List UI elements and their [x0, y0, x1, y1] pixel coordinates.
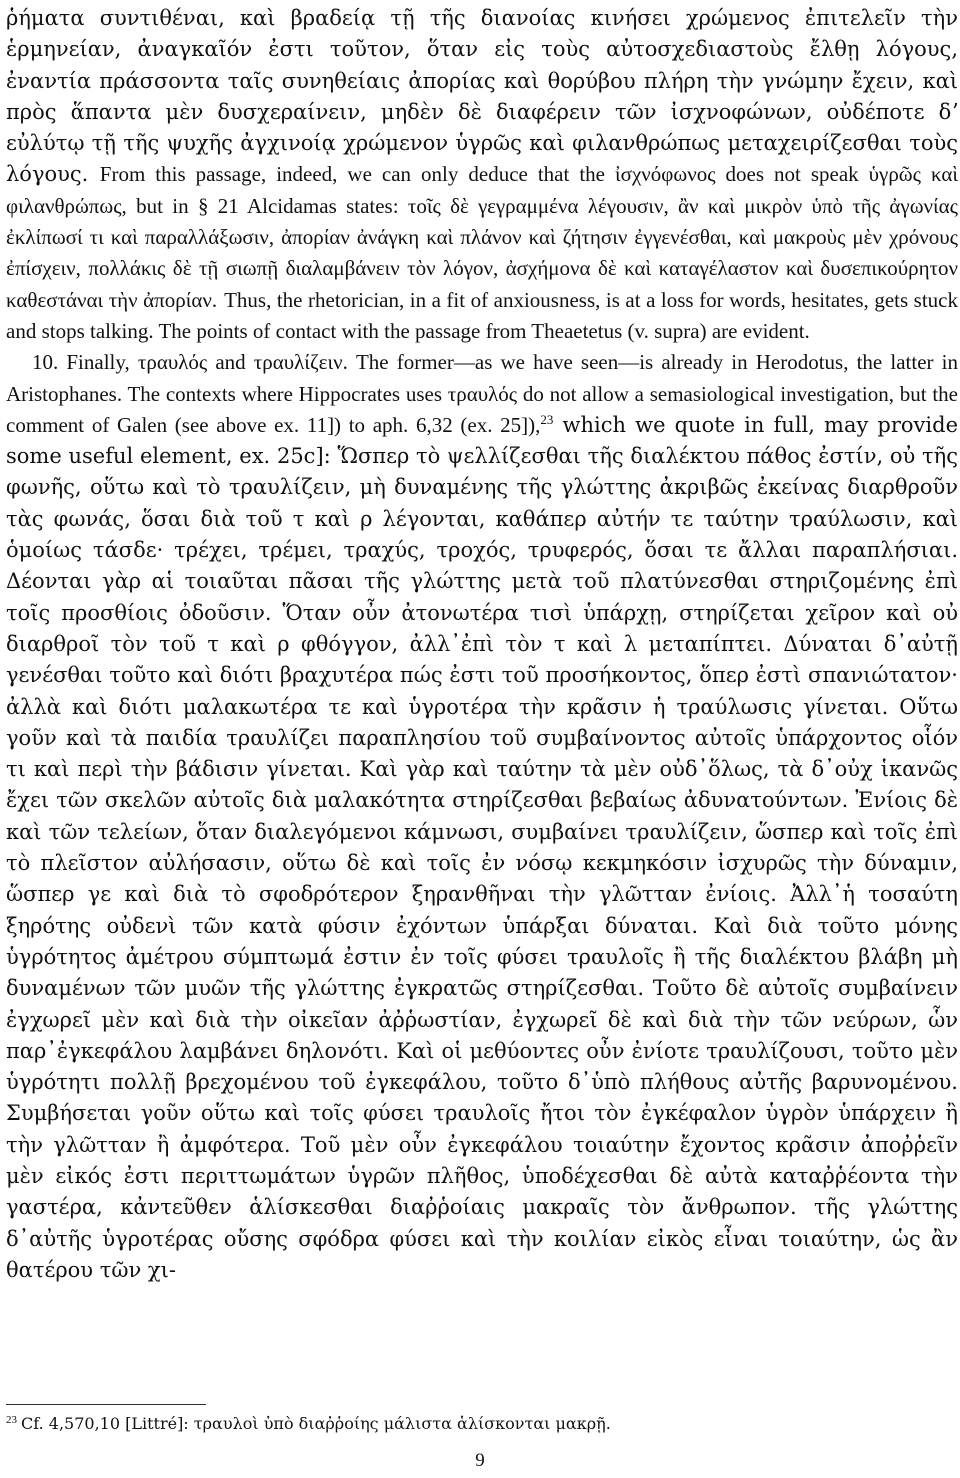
paragraph-1-conclusion: Thus, the rhetorician, in a fit of anxiousness, is at a loss for words, hesitates, gets stuck and stops talking. The points of contact with the passage from Theaetetus (v. supra) are evident. — [6, 287, 958, 343]
paragraph-2 — [6, 347, 958, 1286]
page-number: 9 — [475, 1450, 485, 1471]
footnote-reference: 23 — [540, 411, 554, 427]
paragraph-1 — [6, 0, 958, 347]
paragraph-2-galen-quote: which we quote in full, may provide some useful element, ex. 25c]: Ὥσπερ τὸ ψελλίζεσθαι τῆς διαλέκτου πάθος ἐστίν, οὐ τῆς φωνῆς, οὕτω καὶ τὸ τραυλίζειν, μὴ δυναμένης τῆς γλώττης ἀκριβῶς ἐκείνας διαρθροῦν τὰς φωνάς, ὅσαι διὰ τοῦ τ καὶ ρ λέγονται, καθάπερ αὐτήν τε ταύτην τραύλωσιν, καὶ ὁμοίως τάσδε· τρέχει, τρέμει, τραχύς, τροχός, τρυφερός, ὅσαι τε ἄλλαι παραπλήσιαι. Δέονται γὰρ αἱ τοιαῦται πᾶσαι τῆς γλώττης μετὰ τοῦ πλατύνεσθαι στηριζομένης ἐπὶ τοῖς προσθίοις ὀδοῦσιν. Ὅταν οὖν ἀτονωτέρα τισὶ ὑπάρχῃ, στηρίζεται χεῖρον καὶ οὐ διαρθροῖ τὸν τοῦ τ καὶ ρ φθόγγον, ἀλλ᾽ἐπὶ τὸν τ καὶ λ μεταπίπτει. Δύναται δ᾽αὐτῇ γενέσθαι τοῦτο καὶ διότι βραχυτέρα πώς ἐστι τοῦ προσήκοντος, ὅπερ ἐστὶ σπανιώτατον· ἀλλὰ καὶ διότι μαλακωτέρα τε καὶ ὑγροτέρα τὴν κρᾶσιν ἡ τραύλωσις γίνεται. Οὕτω γοῦν καὶ τὰ παιδία τραυλίζει παραπλησίου τοῦ συμβαίνοντος αὐτοῖς ὑπάρχοντος οἷόν τι καὶ περὶ τὴν βάδισιν γίνεται. Καὶ γὰρ καὶ ταύτην τὰ μὲν οὐδ᾽ὅλως, τὰ δ᾽οὐχ ἱκανῶς ἔχει τῶν σκελῶν αὐτοῖς διὰ μαλακότητα στηρίζεσθαι βεβαίως ἀδυνατούντων. Ἐνίοις δὲ καὶ τῶν τελείων, ὅταν διαλεγόμενοι κάμνωσι, συμβαίνει τραυλίζειν, ὥσπερ καὶ τοῖς ἐπὶ τὸ πλεῖστον αὐλήσασιν, οὕτω δὲ καὶ τοῖς ἐν νόσῳ κεκμηκόσιν ἰσχυρῶς τὴν δύναμιν, ὥσπερ γε καὶ διὰ τὸ σφοδρότερον ξηρανθῆναι τὴν γλῶτταν ἐνίοις. Ἀλλ᾽ἡ τοσαύτη ξηρότης οὐδενὶ τῶν κατὰ φύσιν ἐχόντων ὑπάρξαι δύναται. Καὶ διὰ τοῦτο μόνης ὑγρότητος ἀμέτρου σύμπτωμά ἐστιν ἐν τοῖς φύσει τραυλοῖς ἢ τῆς διαλέκτου βλάβη μὴ δυναμένων τῶν μυῶν τῆς γλώττης ἐγκρατῶς στηρίζεσθαι. Τοῦτο δὲ αὐτοῖς συμβαίνειν ἐγχωρεῖ μὲν καὶ διὰ τὴν οἰκεῖαν ἀῤῥωστίαν, ἐγχωρεῖ δὲ καὶ διὰ τὴν τῶν νεύρων, ὧν παρ᾽ἐγκεφάλου λαμβάνει δηλονότι. Καὶ οἱ μεθύοντες οὖν ἐνίοτε τραυλίζουσι, τοῦτο μὲν ὑγρότητι πολλῇ βρεχομένου τοῦ ἐγκεφάλου, τοῦτο δ᾽ὑπὸ πλήθους αὐτῆς βαρυνομένου. Συμβήσεται γοῦν οὕτω καὶ τοῖς φύσει τραυλοῖς ἤτοι τὸν ἐγκέφαλον ὑγρὸν ὑπάρχειν ἢ τὴν γλῶτταν ἢ ἀμφότερα. Τοῦ μὲν οὖν ἐγκεφάλου τοιαύτην ἔχοντος κρᾶσιν ἀποῤῥεῖν μὲν εἰκός ἐστι περιττωμάτων ὑγρῶν πλῆθος, ὑποδέχεσθαι δὲ αὐτὰ καταῤῥέοντα τὴν γαστέρα, κἀντεῦθεν ἁλίσκεσθαι διαῤῥοίαις μακραῖς τὸν ἄνθρωπον. τῆς γλώττης δ᾽αὐτῆς ὑγροτέρας οὔσης σφόδρα φύσει καὶ τὴν κοιλίαν εἰκὸς εἶναι τοιαύτην, ὡς ἂν θατέρου τῶν χι- — [6, 412, 959, 1282]
paragraph-2-intro: 10. Finally, τραυλός and τραυλίζειν. The former—as we have seen—is already in Herodotus, the latter in Aristophanes. The contexts where Hippocrates uses τραυλός do not allow a semasiological investigation, but the comment of Galen (see above ex. 11]) to aph. 6,32 (ex. 25]), — [6, 350, 958, 437]
main-text — [6, 0, 958, 1286]
paragraph-1-commentary: From this passage, indeed, we can only deduce that the ἰσχνόφωνος does not speak ὑγρῶς καὶ φιλανθρώπως, but in § 21 Alcidamas states: τοῖς δὲ γεγραμμένα λέγουσιν, ἂν καὶ μικρὸν ὑπὸ τῆς ἀγωνίας ἐκλίπωσί τι καὶ παραλλάξωσιν, ἀπορίαν ἀνάγκη καὶ πλάνον καὶ ζήτησιν ἐγγενέσθαι, καὶ μακροὺς μὲν χρόνους ἐπίσχειν, πολλάκις δὲ τῇ σιωπῇ διαλαμβάνειν τὸν λόγον, ἀσχήμονα δὲ καὶ καταγέλαστον καὶ δυσεπικούρητον καθεστάναι τὴν ἀπορίαν. — [6, 162, 958, 312]
footnote-number: 23 — [6, 1413, 17, 1426]
footnote-divider — [6, 1404, 206, 1405]
footnote — [6, 1413, 958, 1435]
paragraph-1-greek-quote: ῥήματα συντιθέναι, καὶ βραδείᾳ τῇ τῆς διανοίας κινήσει χρώμενος ἐπιτελεῖν τὴν ἑρμηνείαν, ἀναγκαῖόν ἐστι τοῦτον, ὅταν εἰς τοὺς αὐτοσχεδιαστοὺς ἔλθῃ λόγους, ἐναντία πράσσοντα ταῖς συνηθείαις ἀπορίας καὶ θορύβου πλήρη τὴν γνώμην ἔχειν, καὶ πρὸς ἅπαντα μὲν δυσχεραίνειν, μηδὲν δὲ διαφέρειν τῶν ἰσχνοφώνων, οὐδέποτε δʼ εὐλύτῳ τῇ τῆς ψυχῆς ἀγχινοίᾳ χρώμενον ὑγρῶς καὶ φιλανθρώπως μεταχειρίζεσθαι τοὺς λόγους. — [6, 6, 958, 187]
footnote-text: Cf. 4,570,10 [Littré]: τραυλοὶ ὑπὸ διαῤῥοίης μάλιστα ἁλίσκονται μακρῇ. — [21, 1414, 611, 1433]
